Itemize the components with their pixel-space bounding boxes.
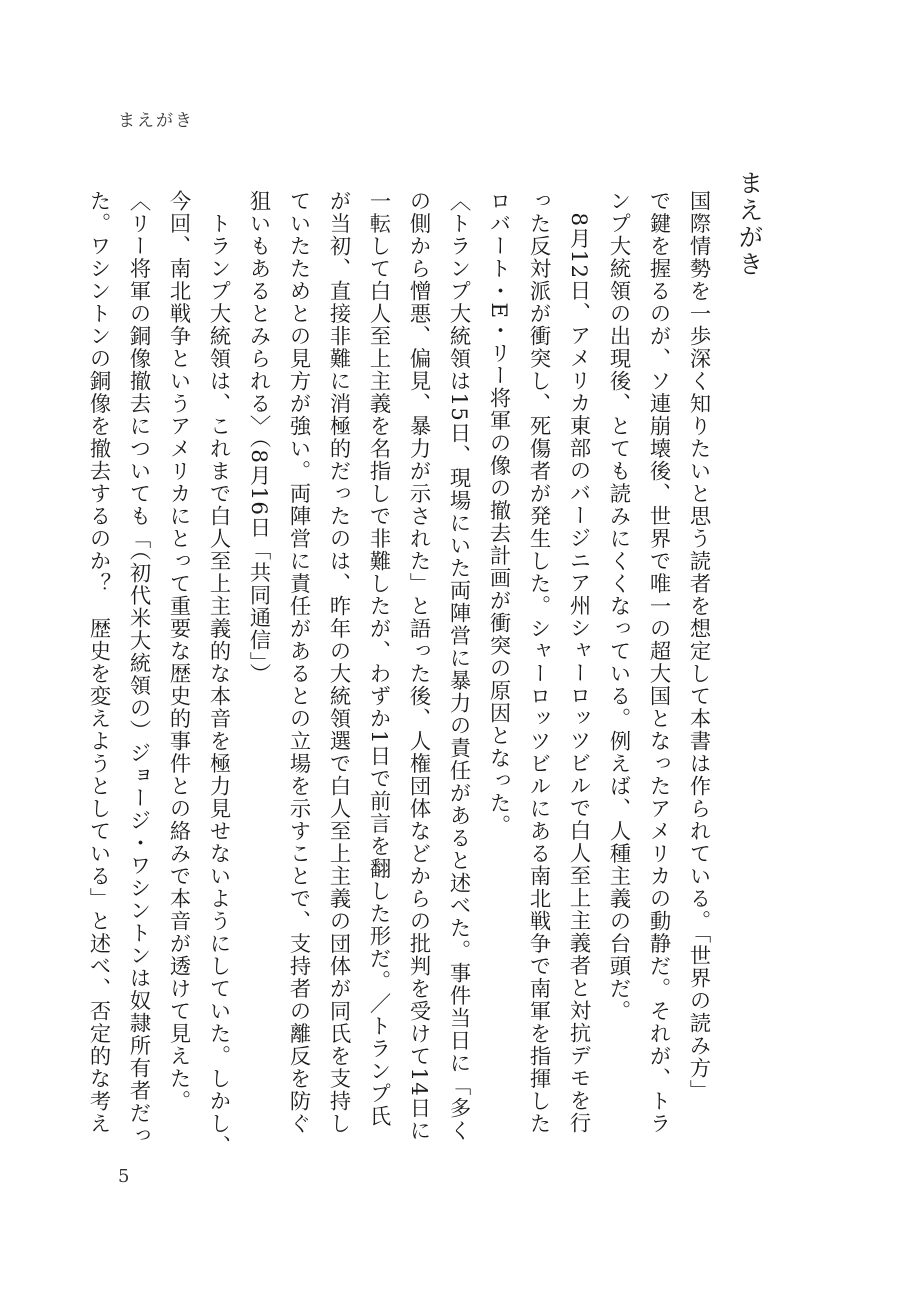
text-line: ていたためとの見方が強い。両陣営に責任があるとの立場を示すことで、支持者の離反を防ぐ: [286, 190, 311, 1135]
text-line: 国際情勢を一歩深く知りたいと思う読者を想定して本書は作られている。「世界の読み方」: [686, 190, 711, 1102]
text-line: で鍵を握るのが、ソ連崩壊後、世界で唯一の超大国となったアメリカの動静だ。それが、トラ: [646, 190, 671, 1135]
text-line: の側から憎悪、偏見、暴力が示された」と語った後、人権団体などからの批判を受けて14日に: [406, 190, 431, 1142]
text-line: 今回、南北戦争というアメリカにとって重要な歴史的事件との絡みで本音が透けて見えた。: [166, 190, 191, 1113]
chapter-title: まえがき: [735, 170, 764, 278]
text-line: が当初、直接非難に消極的だったのは、昨年の大統領選で白人至上主義の団体が同氏を支持し: [326, 190, 351, 1135]
body-text: [78, 190, 718, 1158]
text-line: 狙いもあるとみられる〉（8月16日「共同通信」）: [246, 190, 271, 686]
text-line: 〈リー将軍の銅像撤去についても「（初代米大統領の）ジョージ・ワシントンは奴隷所有者だっ: [126, 190, 151, 1147]
text-line: た。ワシントンの銅像を撤去するのか？ 歴史を変えようとしている」と述べ、否定的な考え: [86, 190, 111, 1135]
text-line: トランプ大統領は、これまで白人至上主義的な本音を極力見せないようにしていた。しかし、: [206, 190, 231, 1158]
text-line: 〈トランプ大統領は15日、現場にいた両陣営に暴力の責任があると述べた。事件当日に「多く: [446, 190, 471, 1142]
running-head: まえがき: [118, 111, 194, 131]
text-line: った反対派が衝突し、死傷者が発生した。シャーロッツビルにある南北戦争で南軍を指揮した: [526, 190, 551, 1135]
text-line: 一転して白人至上主義を名指しで非難したが、わずか1日で前言を翻した形だ。／トランプ氏: [366, 190, 391, 1128]
text-line: ンプ大統領の出現後、とても読みにくくなっている。例えば、人種主義の台頭だ。: [606, 190, 631, 1023]
text-line: 8月12日、アメリカ東部のバージニア州シャーロッツビルで白人至上主義者と対抗デモを行: [566, 190, 591, 1135]
text-line: ロバート・E・リー将軍の像の撤去計画が衝突の原因となった。: [486, 190, 511, 837]
page-number: 5: [118, 1166, 130, 1187]
